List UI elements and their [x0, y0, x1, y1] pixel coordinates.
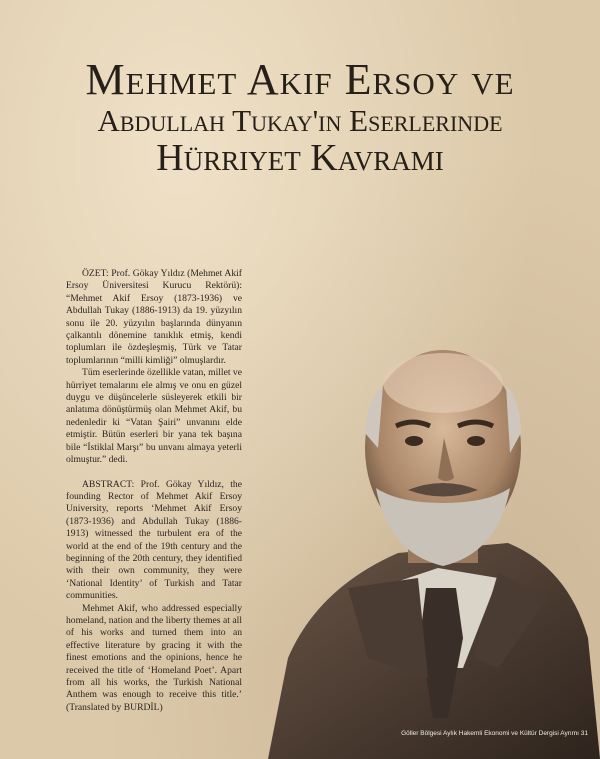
portrait-photo: [258, 338, 600, 759]
title-line-1: Mehmet Akif Ersoy ve: [85, 55, 515, 104]
article-title: [0, 55, 600, 179]
title-line-3: Hürriyet Kavramı: [156, 137, 444, 179]
ozet-paragraph-1: ÖZET: Prof. Gökay Yıldız (Mehmet Akif Ersoy Üniversitesi Kurucu Rektörü): “Mehmet Akif Ersoy (1873-1936) ve Abdullah Tukay (1886-1913) da 19. yüzyılın sonu ile 20. yüzyılın başlarında dünyanın çalkantılı dönemine tanıklık etmiş, kendi toplumları ile özdeşleşmiş, Türk ve Tatar toplumlarının “milli kimliği” olmuşlardır.: [66, 268, 242, 366]
ozet-paragraph-2: Tüm eserlerinde özellikle vatan, millet ve hürriyet temalarını ele almış ve onu en güzel duygu ve düşüncelerle süsleyerek etkili bir anlatıma dönüştürmüş olan Mehmet Akif, bu nedenledir ki “Vatan Şairi” unvanını elde etmiştir. Bütün eserleri bir yana tek başına bile “İstiklal Marşı” bu unvanı almaya yeterli olmuştur.” dedi.: [66, 367, 242, 466]
abstract-paragraph-2: Mehmet Akif, who addressed especially homeland, nation and the liberty themes at all of his works and turned them into an effective literature by gracing it with the finest emotions and the opinions, hence he received the title of ‘Homeland Poet’. Apart from all his works, the Turkish National Anthem was enough to receive this title.’ (Translated by BURDİL): [66, 602, 242, 713]
title-line-2: Abdullah Tukay'ın Eserlerinde: [97, 103, 503, 138]
page-footer: Göller Bölgesi Aylık Hakemli Ekonomi ve Kültür Dergisi Ayrımı 31: [401, 730, 588, 737]
article-body: [66, 268, 242, 714]
abstract-paragraph-1: ABSTRACT: Prof. Gökay Yıldız, the founding Rector of Mehmet Akif Ersoy University, reports ‘Mehmet Akif Ersoy (1873-1936) and Abdullah Tukay (1886-1913) witnessed the turbulent era of the world at the end of the 19th century and the beginning of the 20th century, they identified with their own community, they were ‘National Identity’ of Turkish and Tatar communities.: [66, 478, 242, 602]
